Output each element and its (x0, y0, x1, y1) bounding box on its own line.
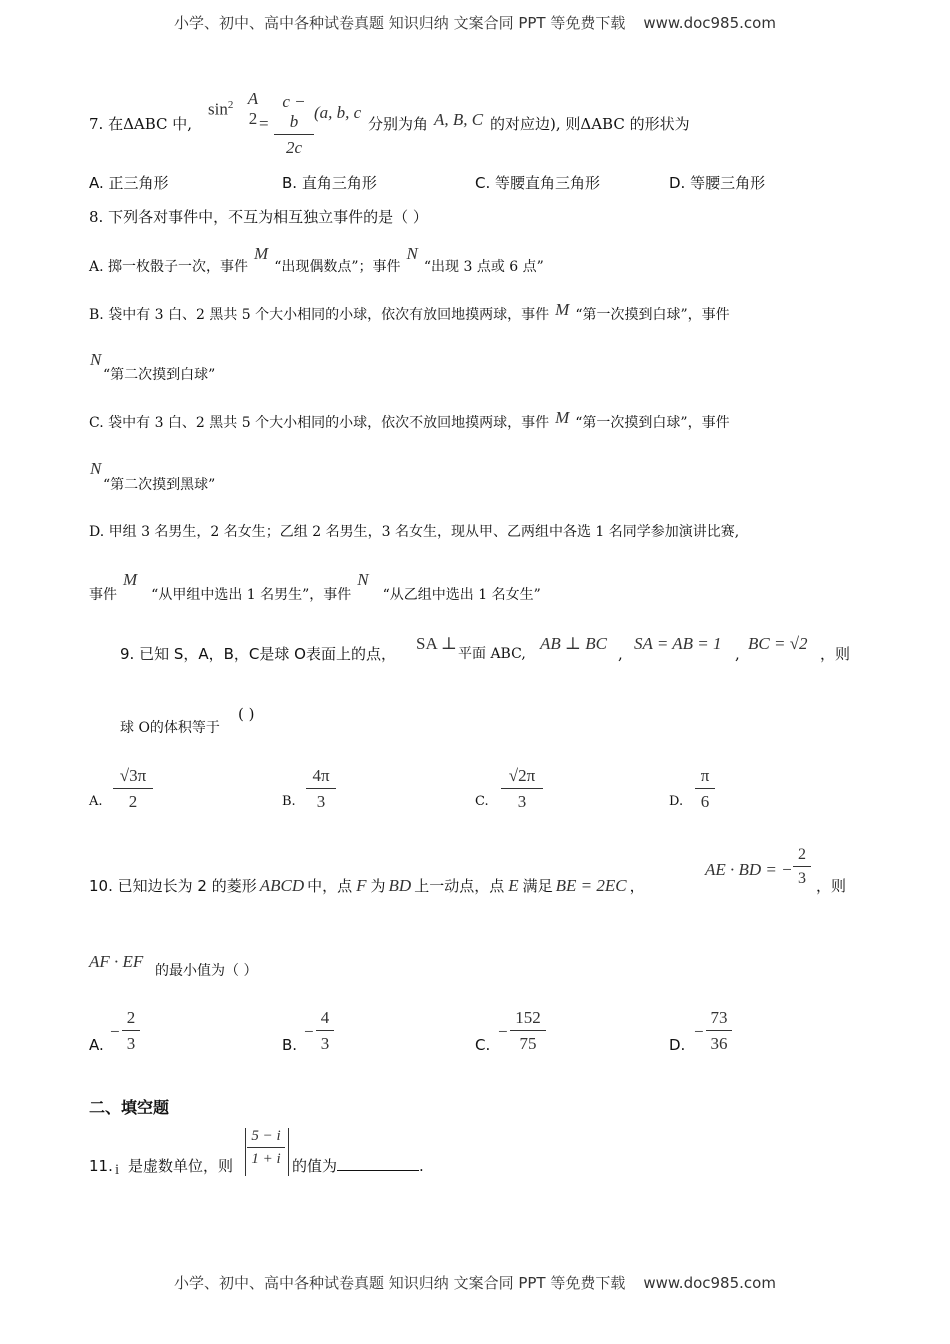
q10-option-a-value: $\frac{2}{3}$ (122, 1008, 140, 1054)
q9-ab-perp: AB ⊥ BC (540, 634, 607, 653)
q10-option-a-label[interactable]: A. (89, 1036, 104, 1054)
q9-option-d-label[interactable]: D. (669, 794, 684, 809)
q9-option-b-label[interactable]: B. (282, 794, 296, 809)
q9-bc-eq: BC = √2 (748, 634, 808, 653)
q10-option-c-minus: − (498, 1022, 508, 1041)
q8-b-n: N (90, 350, 102, 369)
q7-sides: (a, b, c (314, 103, 362, 122)
q7-equals: = (259, 114, 269, 133)
q9-line2: 球 O的体积等于 (120, 720, 220, 736)
q9-paren: ( ) (238, 705, 255, 723)
q9-comma-1: , (618, 645, 623, 663)
q10-option-b-value: $\frac{4}{3}$ (316, 1008, 334, 1054)
q10-af-ef: AF · EF (89, 952, 144, 971)
q8-c-m: M (555, 408, 570, 427)
q10-option-c-label[interactable]: C. (475, 1036, 491, 1054)
q11-fraction: $\frac{5 - i}{1 + i}$ (247, 1128, 285, 1168)
q8-option-c[interactable]: C. 袋中有 3 白、2 黑共 5 个大小相同的小球，依次不放回地摸两球，事件 M “第一次摸到白球”，事件 (89, 408, 730, 431)
q7-angles: A, B, C (434, 110, 484, 129)
q9-sa-eq: SA = AB = 1 (634, 634, 722, 653)
q10-option-c-value: $\frac{152}{75}$ (510, 1008, 546, 1054)
q9-option-b-value: $\frac{4\pi}{3}$ (306, 766, 336, 812)
q7-option-b[interactable]: B. 直角三角形 (282, 174, 377, 192)
q9-option-a-label[interactable]: A. (89, 794, 103, 809)
footer-banner-url[interactable]: www.doc985.com (643, 1274, 776, 1292)
footer-banner (0, 1272, 950, 1293)
q10-dot-expr: AE · BD = − (705, 860, 793, 879)
q11-i: i (115, 1162, 120, 1178)
q9-plane: 平面 ABC, (458, 646, 526, 662)
q8-c-n: N (90, 459, 102, 478)
q7-lead: 7. 在ΔABC 中, (89, 115, 193, 133)
q11-answer-blank[interactable] (337, 1156, 419, 1171)
section-heading-fill-in: 二、填空题 (89, 1098, 170, 1117)
q7-half-fraction: A 2 (247, 89, 259, 128)
q8-option-d[interactable]: D. 甲组 3 名男生，2 名女生；乙组 2 名男生，3 名女生，现从甲、乙两组中各选 1 名同学参加演讲比赛, (89, 524, 740, 540)
q9-comma-2: , (735, 645, 740, 663)
q11-lead: 11. (89, 1157, 113, 1175)
q10-line1: 10. 已知边长为 2 的菱形 ABCD 中，点 F 为 BD 上一动点，点 E 满足 BE = 2EC ， (89, 876, 645, 895)
q8-b-m: M (555, 300, 570, 319)
q8-c-tail: “第二次摸到黑球” (103, 477, 216, 493)
q7-fraction: $\frac{c - b}{2c}$ (274, 92, 314, 158)
footer-banner-text: 小学、初中、高中各种试卷真题 知识归纳 文案合同 PPT 等免费下载 (174, 1274, 626, 1292)
q10-option-d-label[interactable]: D. (669, 1036, 686, 1054)
header-banner (0, 12, 950, 33)
q7-option-c[interactable]: C. 等腰直角三角形 (475, 174, 601, 192)
q7-mid: 分别为角 (368, 115, 429, 133)
q7-sin: $\sin^2$ (208, 99, 234, 119)
q8-option-d-line2: 事件M“从甲组中选出 1 名男生”，事件N“从乙组中选出 1 名女生” (89, 570, 541, 603)
q10-option-b-label[interactable]: B. (282, 1036, 298, 1054)
q8-d-n: N (357, 570, 369, 589)
q9-option-c-label[interactable]: C. (475, 794, 489, 809)
q10-option-a-minus: − (110, 1022, 120, 1041)
q9-option-c-value: $\frac{√2\pi}{3}$ (501, 766, 543, 812)
q8-a-m: M (254, 244, 269, 263)
banner-url[interactable]: www.doc985.com (643, 14, 776, 32)
q7-option-d[interactable]: D. 等腰三角形 (669, 174, 766, 192)
q9-option-a-value: $\frac{√3\pi}{2}$ (113, 766, 153, 812)
q8-option-a[interactable]: A. 掷一枚骰子一次，事件M“出现偶数点”；事件N“出现 3 点或 6 点” (89, 244, 544, 275)
q10-dot-fraction: $\frac{2}{3}$ (793, 846, 811, 888)
q9-lead: 9. 已知 S，A，B，C是球 O表面上的点， (120, 645, 396, 663)
q10-option-d-value: $\frac{73}{36}$ (706, 1008, 732, 1054)
q8-b-tail: “第二次摸到白球” (103, 367, 216, 383)
q11-text-1: 是虚数单位，则 (128, 1157, 234, 1175)
q10-then: ，则 (816, 877, 847, 895)
q8-a-n: N (406, 244, 418, 263)
q7-option-a[interactable]: A. 正三角形 (89, 174, 169, 192)
q10-min-text: 的最小值为（ ） (155, 963, 258, 979)
q8-stem: 8. 下列各对事件中，不互为相互独立事件的是（ ） (89, 208, 428, 226)
q11-text-2: 的值为 . (292, 1157, 424, 1175)
q10-option-d-minus: − (694, 1022, 704, 1041)
q9-sa-perp: SA ⊥ (416, 634, 458, 653)
q9-option-d-value: $\frac{\pi}{6}$ (695, 766, 715, 812)
q9-then: ，则 (820, 645, 851, 663)
q8-d-m: M (123, 570, 138, 589)
q7-tail: 的对应边), 则ΔABC 的形状为 (490, 115, 690, 133)
q10-option-b-minus: − (304, 1022, 314, 1041)
banner-text: 小学、初中、高中各种试卷真题 知识归纳 文案合同 PPT 等免费下载 (174, 14, 626, 32)
q8-option-b[interactable]: B. 袋中有 3 白、2 黑共 5 个大小相同的小球，依次有放回地摸两球，事件 M “第一次摸到白球”，事件 (89, 300, 730, 323)
